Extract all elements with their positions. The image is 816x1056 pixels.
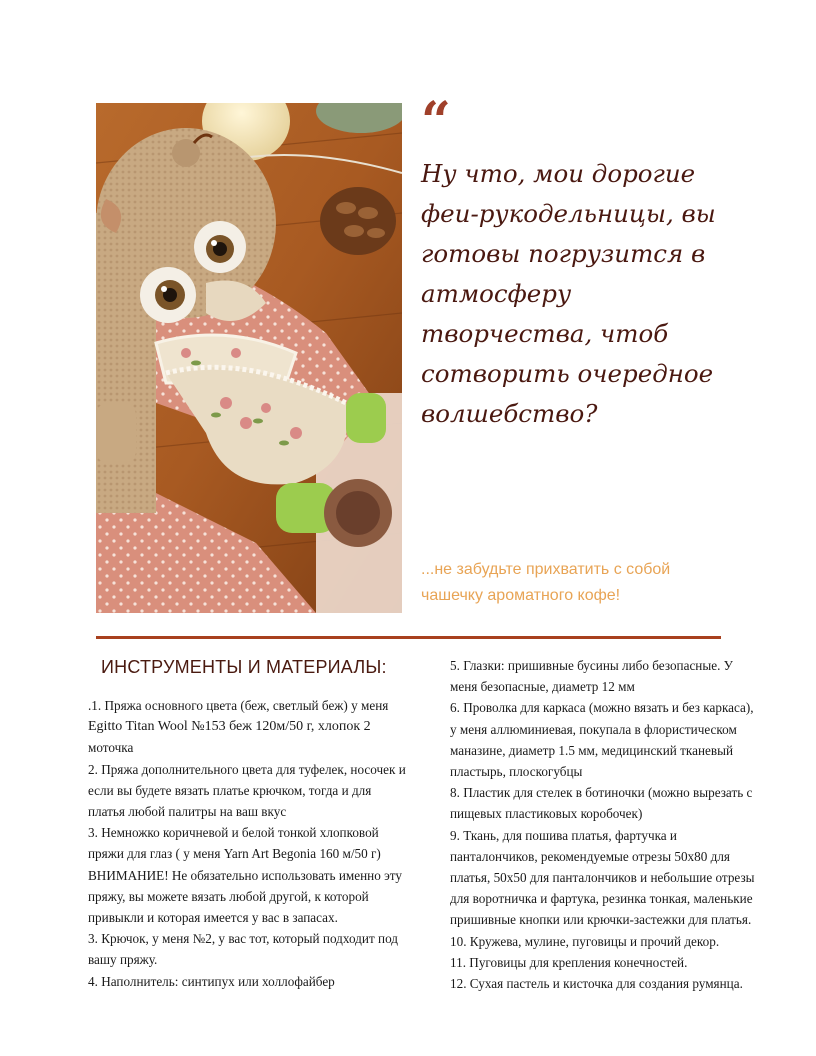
section-divider [96,636,721,639]
section-heading: ИНСТРУМЕНТЫ И МАТЕРИАЛЫ: [101,657,387,677]
crochet-doll-photo [96,103,402,613]
list-item: 3. Немножко коричневой и белой тонкой хлопковой [88,825,379,841]
list-item: привыкли и которая имеется у вас в запасах. [88,910,338,926]
quote-mark-icon: “ [421,91,451,152]
list-item: пришивные кнопки или крючки-застежки для платья. [450,912,752,928]
list-item: 3. Крючок, у меня №2, у вас тот, который подходит под [88,931,398,947]
list-item: 2. Пряжа дополнительного цвета для туфелек, носочек и [88,761,406,777]
list-item: 6. Проволка для каркаса (можно вязать и без каркаса), [450,700,754,716]
list-item: пластырь, плоскогубцы [450,764,583,780]
list-item: ВНИМАНИЕ! Не обязательно использовать именно эту [88,867,402,883]
list-item: моточка [88,740,134,756]
list-item: панталончиков, рекомендуемые отрезы 50х80 для [450,848,730,864]
quote-line: феи-рукодельницы, вы [421,199,716,228]
quote-line: Ну что, мои дорогие [421,159,696,188]
list-item: 4. Наполнитель: синтипух или холлофайбер [88,973,335,989]
list-item: для воротничка и фартука, резинка тонкая, маленькие [450,891,753,907]
list-item: маназине, диаметр 1.5 мм, медицинский тканевый [450,742,734,758]
coffee-reminder [421,557,721,609]
list-item: если вы будете вязать платье крючком, тогда и для [88,782,372,798]
list-item: 10. Кружева, мулине, пуговицы и прочий декор. [450,933,720,949]
list-item: 9. Ткань, для пошива платья, фартучка и [450,827,677,843]
quote-line: сотворить очередное [421,359,714,388]
list-item: меня безопасные, диаметр 12 мм [450,679,635,695]
list-item: .1. Пряжа основного цвета (беж, светлый беж) у меня [88,698,389,713]
list-item: пряжу, вы можете вязать любой другой, к которой [88,888,369,904]
quote-line: готовы погрузится в [421,239,706,268]
list-item: 12. Сухая пастель и кисточка для создания румянца. [450,976,743,992]
list-item: пищевых пластиковых коробочек) [450,806,643,822]
list-item: Egitto Titan Wool №153 беж 120м/50 г, хлопок 2 [88,719,371,735]
quote-line: атмосферу [421,279,572,308]
list-item: 11. Пуговицы для крепления конечностей. [450,954,688,970]
list-item: 8. Пластик для стелек в ботиночки (можно вырезать с [450,785,753,801]
list-item: платья любой палитры на ваш вкус [88,804,287,820]
list-item: платья, 50х50 для панталончиков и небольшие отрезы [450,870,755,886]
list-item: пряжи для глаз ( у меня Yarn Art Begonia 160 м/50 г) [88,846,381,862]
list-item: у меня аллюминиевая, покупала в флористическом [450,721,737,737]
intro-quote [421,154,741,434]
reminder-line: ...не забудьте прихватить с собой [421,561,671,578]
reminder-line: чашечку ароматного кофе! [421,587,621,604]
quote-line: творчества, чтоб [421,319,669,348]
list-item: вашу пряжу. [88,952,158,968]
materials-list-right [450,655,780,994]
quote-line: волшебство? [421,399,598,428]
materials-list-left [88,695,428,992]
list-item: 5. Глазки: пришивные бусины либо безопасные. У [450,658,734,673]
